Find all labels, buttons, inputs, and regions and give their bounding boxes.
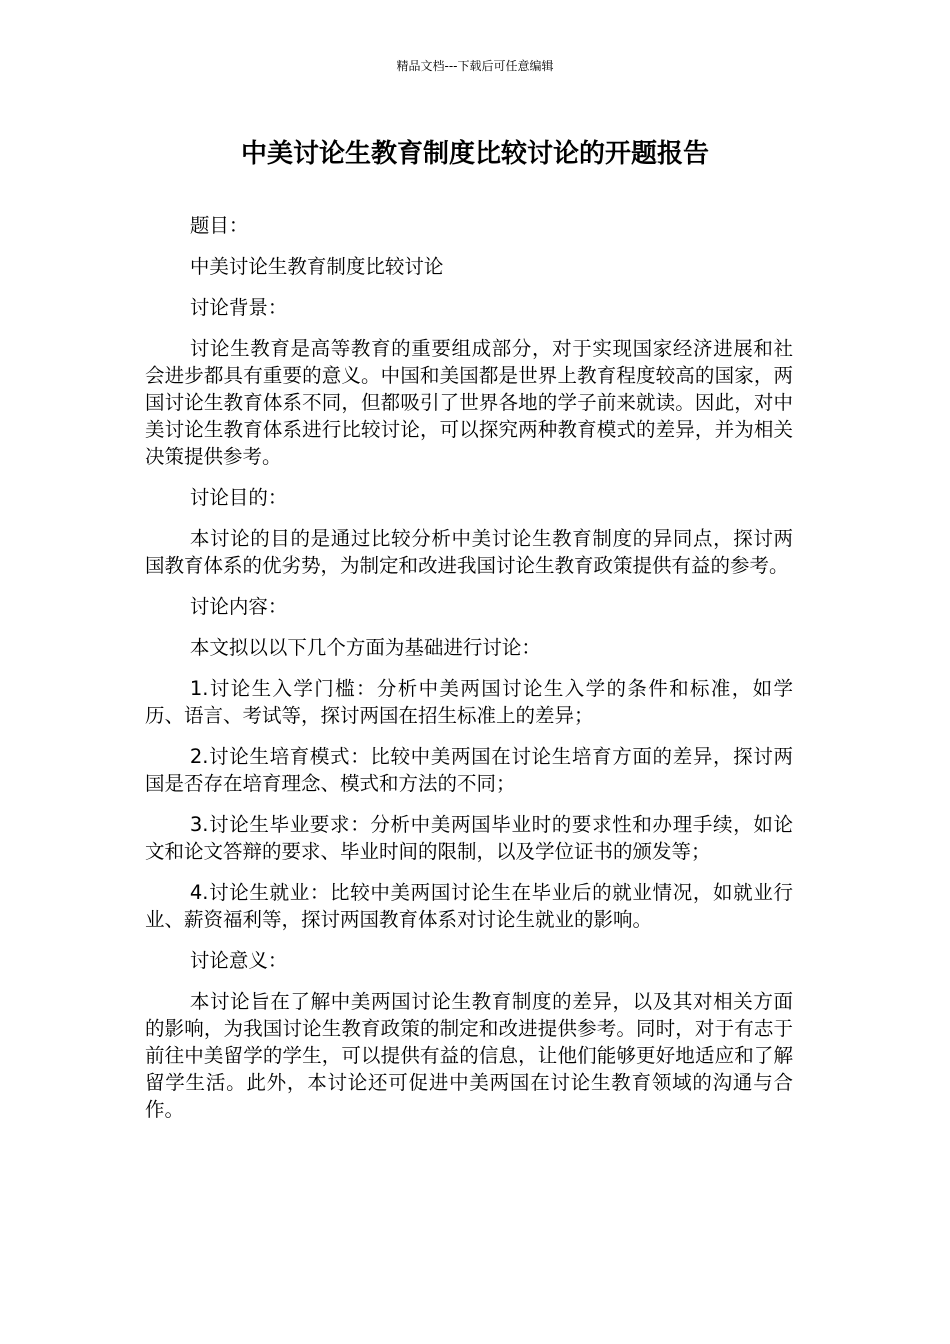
topic-text: 中美讨论生教育制度比较讨论 (189, 255, 444, 278)
label-purpose: 讨论目的： (189, 486, 288, 509)
list-item-training: 2.讨论生培育模式：比较中美两国在讨论生培育方面的差异，探讨两国是否存在培育理念、模式和方法的不同； (145, 745, 793, 795)
list-item-graduation: 3.讨论生毕业要求：分析中美两国毕业时的要求性和办理手续，如论文和论文答辩的要求、毕业时间的限制，以及学位证书的颁发等； (145, 813, 793, 863)
list-item-admission: 1.讨论生入学门槛：分析中美两国讨论生入学的条件和标准，如学历、语言、考试等，探讨两国在招生标准上的差异； (145, 677, 793, 727)
background-text: 讨论生教育是高等教育的重要组成部分，对于实现国家经济进展和社会进步都具有重要的意义。中国和美国都是世界上教育程度较高的国家，两国讨论生教育体系不同，但都吸引了世界各地的学子前来就读。因此，对中美讨论生教育体系进行比较讨论，可以探究两种教育模式的差异，并为相关决策提供参考。 (145, 337, 793, 468)
content-intro: 本文拟以以下几个方面为基础进行讨论： (189, 636, 541, 659)
label-topic: 题目： (189, 214, 249, 237)
list-item-employment: 4.讨论生就业：比较中美两国讨论生在毕业后的就业情况，如就业行业、薪资福利等，探讨两国教育体系对讨论生就业的影响。 (145, 881, 793, 931)
label-content: 讨论内容： (189, 595, 288, 618)
document-body (145, 212, 793, 1137)
label-background: 讨论背景： (189, 296, 288, 319)
label-significance: 讨论意义： (189, 949, 288, 972)
significance-text: 本讨论旨在了解中美两国讨论生教育制度的差异，以及其对相关方面的影响，为我国讨论生教育政策的制定和改进提供参考。同时，对于有志于前往中美留学的学生，可以提供有益的信息，让他们能够更好地适应和了解留学生活。此外，本讨论还可促进中美两国在讨论生教育领域的沟通与合作。 (145, 990, 793, 1121)
purpose-text: 本讨论的目的是通过比较分析中美讨论生教育制度的异同点，探讨两国教育体系的优劣势，为制定和改进我国讨论生教育政策提供有益的参考。 (145, 527, 793, 577)
page-header: 精品文档---下载后可任意编辑 (396, 59, 554, 73)
document-title: 中美讨论生教育制度比较讨论的开题报告 (240, 139, 709, 169)
